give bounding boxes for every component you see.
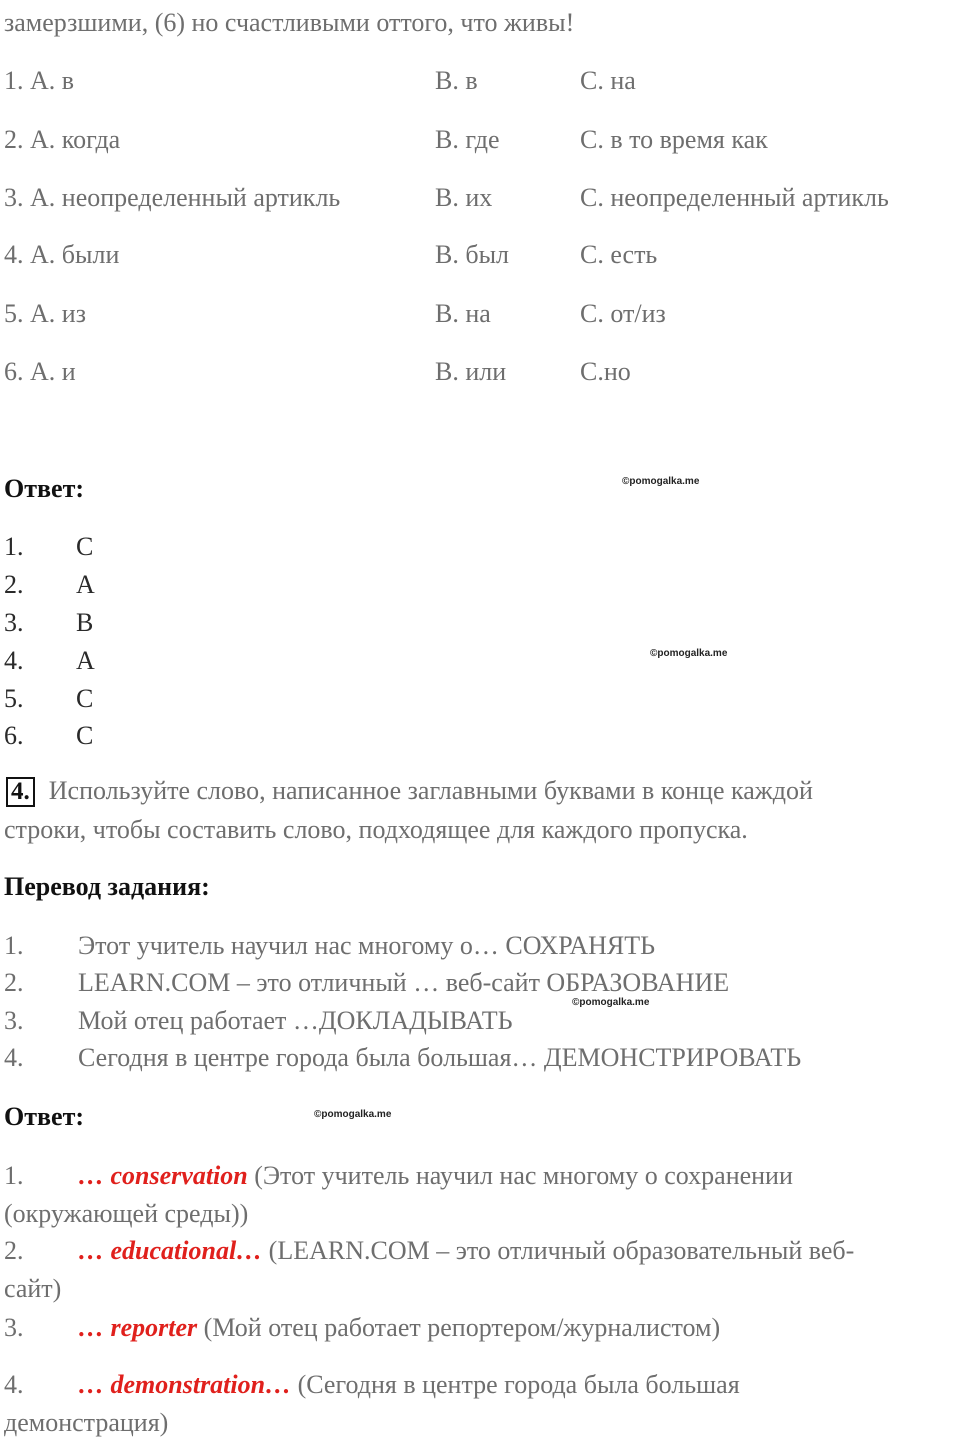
answer-translation: (Мой отец работает репортером/журналистом): [197, 1313, 721, 1342]
answer-number: 3.: [4, 608, 24, 637]
answer-number: 2.: [4, 1236, 24, 1265]
answer-value: A: [76, 646, 95, 675]
option-a: 3. А. неопределенный артикль: [4, 183, 341, 212]
answer-continuation: (окружающей среды)): [4, 1199, 249, 1228]
option-c: С. неопределенный артикль: [580, 183, 889, 212]
task-number-box: 4.: [6, 777, 35, 807]
answer-heading: Ответ:: [4, 1102, 85, 1131]
option-b: В. их: [435, 183, 493, 212]
answer-number: 1.: [4, 1161, 24, 1190]
option-c: С. в то время как: [580, 125, 768, 154]
option-b: В. где: [435, 125, 500, 154]
intro-line: замерзшими, (6) но счастливыми оттого, что живы!: [4, 8, 575, 37]
answer-word: … reporter: [78, 1313, 198, 1342]
answer-word: … demonstration…: [78, 1370, 292, 1399]
translation-text: LEARN.COM – это отличный … веб-сайт ОБРАЗОВАНИЕ: [78, 968, 730, 997]
answer-translation: (LEARN.COM – это отличный образовательный веб-: [262, 1236, 855, 1265]
translation-number: 1.: [4, 931, 24, 960]
option-a: 4. А. были: [4, 240, 120, 269]
task-line-2: строки, чтобы составить слово, подходящее для каждого пропуска.: [4, 815, 748, 844]
answer-number: 4.: [4, 646, 24, 675]
option-a: 2. А. когда: [4, 125, 121, 154]
answer-number: 4.: [4, 1370, 24, 1399]
option-b: В. в: [435, 66, 478, 95]
answer-continuation: сайт): [4, 1274, 62, 1303]
translation-heading: Перевод задания:: [4, 872, 210, 901]
answer-number: 3.: [4, 1313, 24, 1342]
answer-value: A: [76, 570, 95, 599]
answer-value: C: [76, 721, 94, 750]
answer-translation: (Этот учитель научил нас многому о сохранении: [247, 1161, 793, 1190]
translation-number: 3.: [4, 1006, 24, 1035]
answer-number: 1.: [4, 532, 24, 561]
answer-line: [78, 1161, 793, 1191]
answer-translation: (Сегодня в центре города была большая: [291, 1370, 740, 1399]
answer-value: C: [76, 532, 94, 561]
translation-number: 4.: [4, 1043, 24, 1072]
option-c: С.но: [580, 357, 631, 386]
watermark: ©pomogalka.me: [314, 1109, 392, 1120]
answer-word: … educational…: [78, 1236, 263, 1265]
translation-number: 2.: [4, 968, 24, 997]
option-c: С. от/из: [580, 299, 666, 328]
answer-heading: Ответ:: [4, 474, 85, 503]
option-a: 1. А. в: [4, 66, 75, 95]
answer-line: [78, 1313, 720, 1343]
watermark: ©pomogalka.me: [572, 997, 650, 1008]
watermark: ©pomogalka.me: [650, 648, 728, 659]
answer-number: 6.: [4, 721, 24, 750]
option-c: С. есть: [580, 240, 658, 269]
option-b: В. был: [435, 240, 510, 269]
option-c: С. на: [580, 66, 636, 95]
option-b: В. на: [435, 299, 491, 328]
task-line-1: Используйте слово, написанное заглавными буквами в конце каждой: [48, 776, 813, 805]
task-instruction: [6, 776, 813, 807]
answer-word: … conservation: [78, 1161, 248, 1190]
answer-line: [78, 1370, 740, 1400]
option-a: 6. А. и: [4, 357, 76, 386]
answer-value: B: [76, 608, 94, 637]
answer-value: C: [76, 684, 94, 713]
option-b: В. или: [435, 357, 507, 386]
translation-text: Мой отец работает …ДОКЛАДЫВАТЬ: [78, 1006, 513, 1035]
translation-text: Этот учитель научил нас многому о… СОХРАНЯТЬ: [78, 931, 656, 960]
answer-line: [78, 1236, 854, 1266]
answer-number: 2.: [4, 570, 24, 599]
option-a: 5. А. из: [4, 299, 86, 328]
answer-continuation: демонстрация): [4, 1408, 169, 1437]
translation-text: Сегодня в центре города была большая… ДЕМОНСТРИРОВАТЬ: [78, 1043, 802, 1072]
watermark: ©pomogalka.me: [622, 476, 700, 487]
answer-number: 5.: [4, 684, 24, 713]
